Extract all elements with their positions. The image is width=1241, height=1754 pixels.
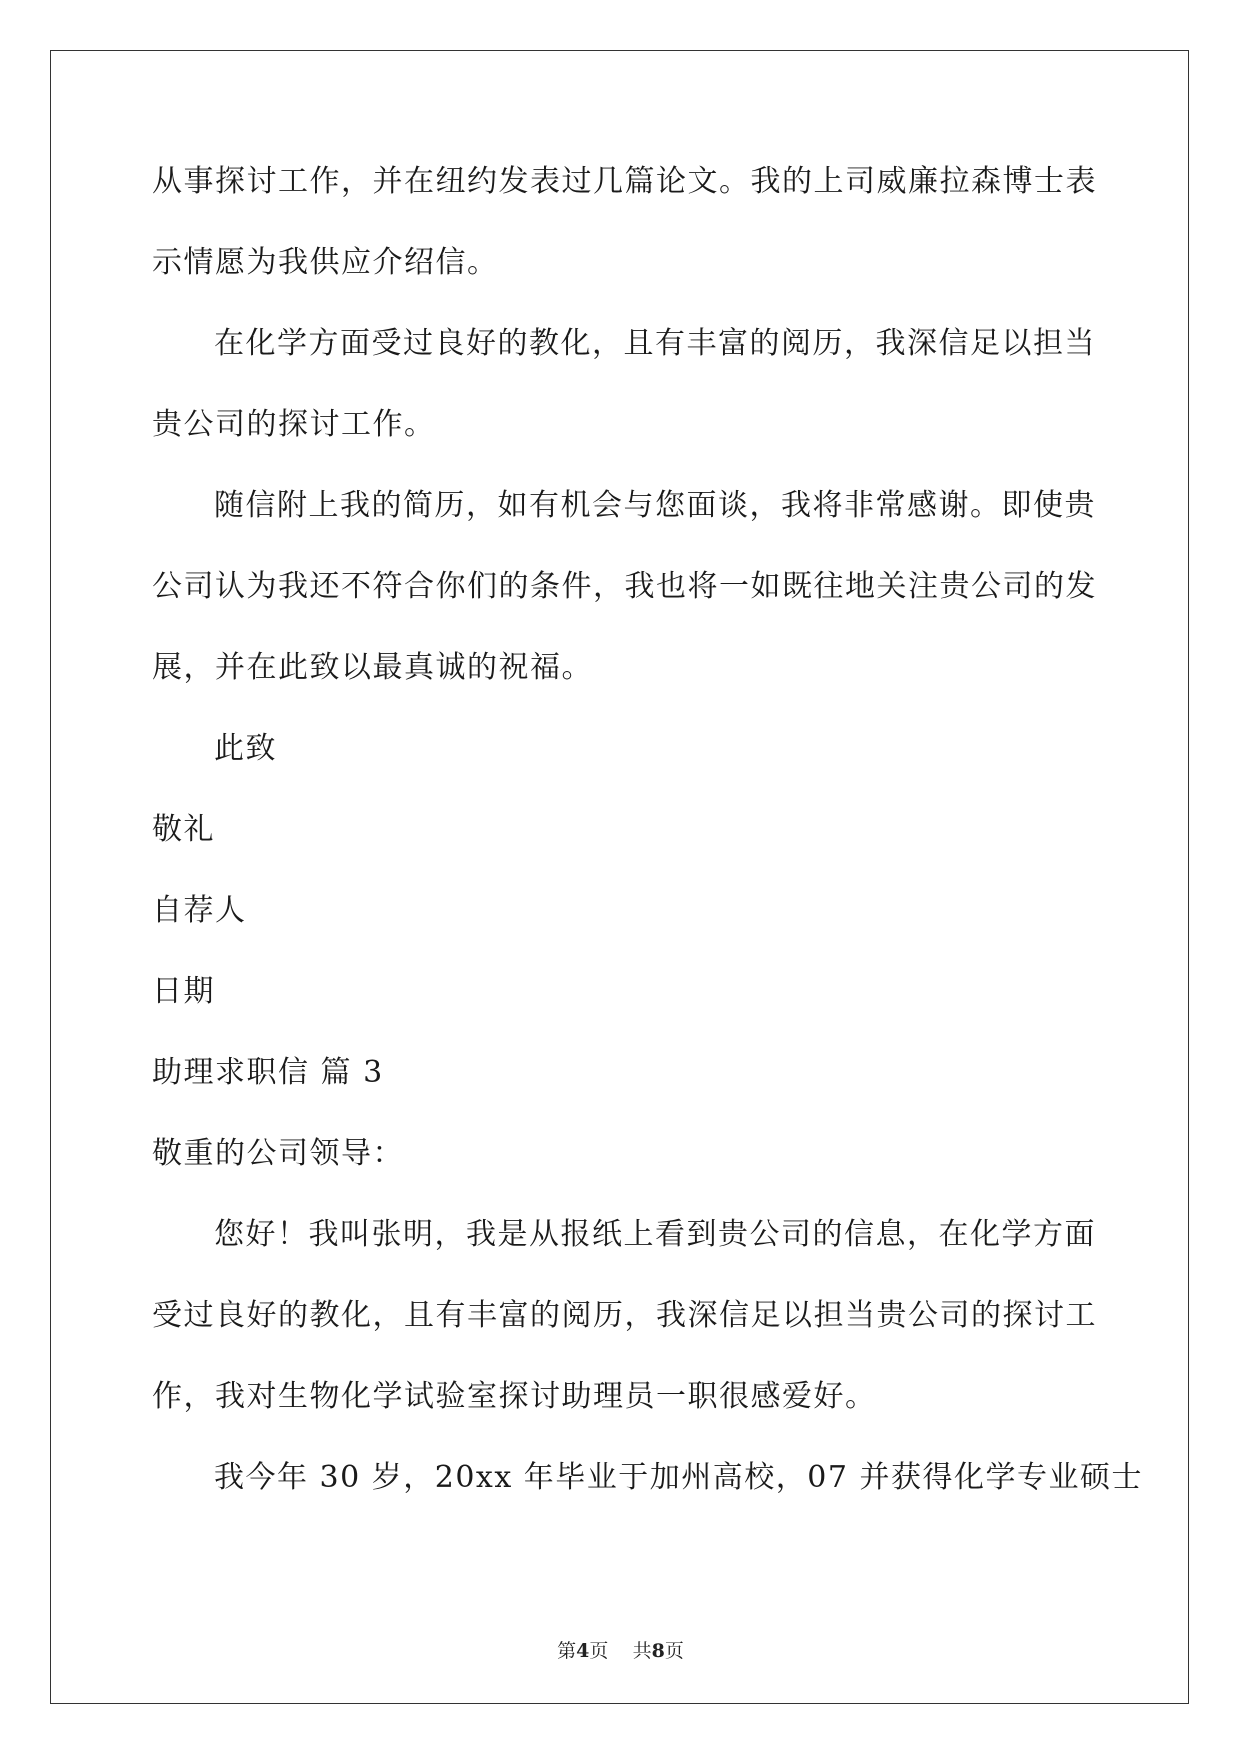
salutation-line: 敬礼	[152, 812, 215, 847]
text-line: 贵公司的探讨工作。	[152, 407, 436, 442]
signature-label: 自荐人	[152, 893, 247, 928]
text-line: 从事探讨工作，并在纽约发表过几篇论文。我的上司威廉拉森博士表	[152, 164, 1097, 199]
text-line: 我今年 30 岁，20xx 年毕业于加州高校，07 并获得化学专业硕士	[214, 1460, 1144, 1495]
footer-prefix: 第	[557, 1640, 577, 1662]
text-line: 公司认为我还不符合你们的条件，我也将一如既往地关注贵公司的发	[152, 569, 1097, 604]
date-label: 日期	[152, 974, 215, 1009]
closing-line: 此致	[214, 731, 277, 766]
greeting-line: 敬重的公司领导：	[152, 1136, 404, 1171]
text-line: 展，并在此致以最真诚的祝福。	[152, 650, 593, 685]
section-heading: 助理求职信 篇 3	[152, 1055, 384, 1090]
text-line: 受过良好的教化，且有丰富的阅历，我深信足以担当贵公司的探讨工	[152, 1298, 1097, 1333]
footer-mid: 页 共	[589, 1640, 652, 1662]
total-page-number: 8	[651, 1640, 665, 1662]
text-line: 示情愿为我供应介绍信。	[152, 245, 499, 280]
text-line: 在化学方面受过良好的教化，且有丰富的阅历，我深信足以担当	[214, 326, 1096, 361]
document-body	[152, 162, 1144, 1498]
footer-suffix: 页	[664, 1640, 684, 1662]
current-page-number: 4	[576, 1640, 590, 1662]
text-line: 您好！我叫张明，我是从报纸上看到贵公司的信息，在化学方面	[214, 1217, 1096, 1252]
text-line: 作，我对生物化学试验室探讨助理员一职很感爱好。	[152, 1379, 877, 1414]
text-line: 随信附上我的简历，如有机会与您面谈，我将非常感谢。即使贵	[214, 488, 1096, 523]
page-footer	[0, 1639, 1241, 1663]
